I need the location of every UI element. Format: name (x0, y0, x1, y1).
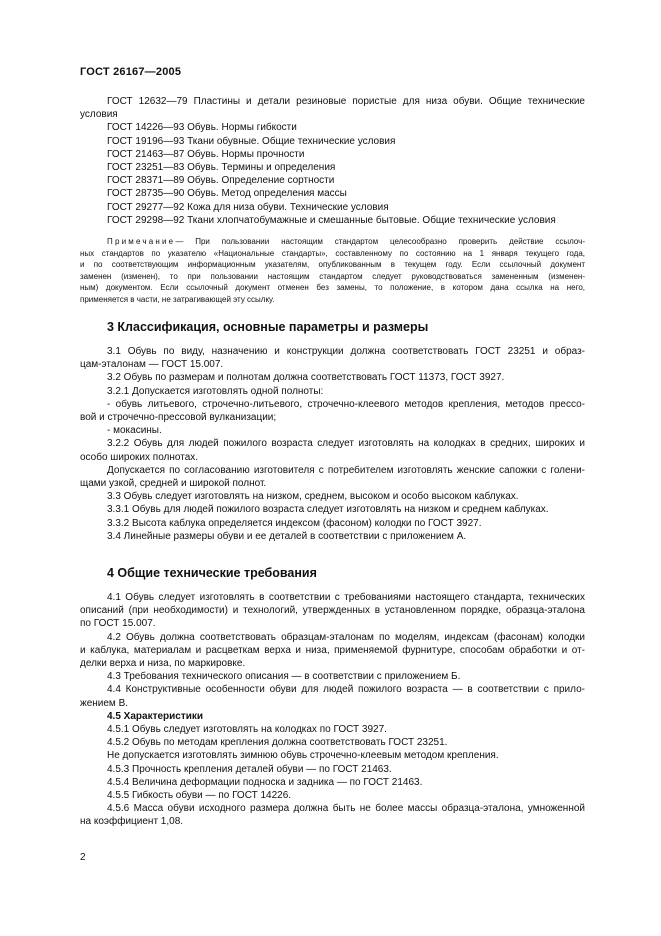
reference-line: ГОСТ 19196—93 Ткани обувные. Общие технические условия (107, 135, 396, 147)
paragraph-line: 4.1 Обувь следует изготовлять в соответствии с требованиями настоящего стандарта, технических (107, 592, 585, 603)
paragraph-line: цам-эталонам — ГОСТ 15.007. (80, 359, 224, 371)
paragraph-line: и каблука, материалам и расцветкам верха и низа, применяемой фурнитуре, способам обработки и от- (80, 644, 585, 656)
paragraph-line: 3.3.2 Высота каблука определяется индексом (фасоном) колодки по ГОСТ 3927. (107, 517, 482, 529)
paragraph-line: 4.5.3 Прочность крепления деталей обуви — по ГОСТ 21463. (107, 763, 392, 775)
paragraph-line: щами узкой, средней и широкой полнот. (80, 478, 267, 490)
paragraph-line: 4.5.4 Величина деформации подноска и задника — по ГОСТ 21463. (107, 776, 423, 788)
reference-line: ГОСТ 23251—83 Обувь. Термины и определения (107, 162, 336, 174)
paragraph-line: на коэффициент 1,08. (80, 816, 184, 828)
note-line: заменен (изменен), то при пользовании настоящим стандартом следует руководствоваться замененным (изменен- (80, 271, 585, 281)
paragraph-line: описаний (при необходимости) и технологий, утвержденных в установленном порядке, образца-эталона (80, 605, 585, 617)
note-line: применяется в части, не затрагивающей эту ссылку. (80, 294, 275, 304)
section-4-title: 4 Общие технические требования (107, 566, 317, 580)
document-header: ГОСТ 26167—2005 (80, 66, 182, 78)
note-line: Примечание— При пользовании настоящим стандартом целесообразно проверить действие ссылоч- (107, 237, 585, 246)
paragraph-line: делки верха и низа, по маркировке. (80, 658, 246, 670)
paragraph-line: особо широких полнотах. (80, 451, 199, 463)
reference-line: условия (80, 109, 118, 121)
paragraph-line: 3.1 Обувь по виду, назначению и конструкции должна соответствовать ГОСТ 23251 и образ- (107, 346, 585, 357)
paragraph-line: 3.3 Обувь следует изготовлять на низком, среднем, высоком и особо высоком каблуках. (107, 491, 519, 503)
references-list (80, 95, 585, 227)
paragraph-line: 3.2.1 Допускается изготовлять одной полноты: (107, 385, 324, 397)
paragraph-line: 4.5.1 Обувь следует изготовлять на колодках по ГОСТ 3927. (107, 724, 387, 736)
note-line: и по соответствующим информационным указателям, опубликованным в текущем году. Если ссылочный документ (80, 260, 585, 270)
reference-line: ГОСТ 29277—92 Кожа для низа обуви. Технические условия (107, 201, 389, 213)
paragraph-line: по ГОСТ 15.007. (80, 618, 156, 630)
paragraph-line: 4.5.2 Обувь по методам крепления должна соответствовать ГОСТ 23251. (107, 737, 448, 749)
paragraph-line: Допускается по согласованию изготовителя с потребителем изготовлять женские сапожки с голени- (107, 464, 585, 476)
page-number: 2 (80, 852, 86, 863)
section-3-title: 3 Классификация, основные параметры и размеры (107, 320, 429, 334)
paragraph-line: вой и строчечно-прессовой вулканизации; (80, 412, 277, 424)
reference-line: ГОСТ 28735—90 Обувь. Метод определения массы (107, 188, 347, 200)
paragraph-line: 3.3.1 Обувь для людей пожилого возраста следует изготовлять на низком и среднем каблуках. (107, 504, 549, 516)
paragraph-line: 3.2 Обувь по размерам и полнотам должна соответствовать ГОСТ 11373, ГОСТ 3927. (107, 372, 505, 384)
paragraph-line: 4.5.5 Гибкость обуви — по ГОСТ 14226. (107, 790, 292, 802)
note-line: ных стандартов по указателю «Национальные стандарты», составленному по состоянию на 1 января текущего года, (80, 248, 585, 258)
note-line: ным) документом. Если ссылочный документ отменен без замены, то положение, в котором дана ссылка на него, (80, 283, 585, 293)
reference-line: ГОСТ 12632—79 Пластины и детали резиновые пористые для низа обуви. Общие технические (107, 96, 585, 107)
paragraph-line: 3.4 Линейные размеры обуви и ее деталей в соответствии с приложением А. (107, 530, 467, 542)
note-label: Примечание (107, 237, 176, 246)
reference-line: ГОСТ 14226—93 Обувь. Нормы гибкости (107, 122, 297, 134)
paragraph-line: жением В. (80, 697, 129, 709)
section-4-body (80, 591, 585, 829)
paragraph-line: 3.2.2 Обувь для людей пожилого возраста следует изготовлять на колодках в средних, широких и (107, 438, 585, 450)
paragraph-line: 4.3 Требования технического описания — в соответствии с приложением Б. (107, 671, 461, 683)
paragraph-line: Не допускается изготовлять зимнюю обувь строчечно-клеевым методом крепления. (107, 750, 499, 762)
reference-line: ГОСТ 21463—87 Обувь. Нормы прочности (107, 148, 305, 160)
note-block (80, 236, 585, 306)
reference-line: ГОСТ 29298—92 Ткани хлопчатобумажные и смешанные бытовые. Общие технические условия (107, 214, 556, 226)
paragraph-line: - мокасины. (107, 425, 162, 437)
paragraph-line: 4.5.6 Масса обуви исходного размера должна быть не более массы образца-эталона, умноженной (107, 803, 585, 815)
reference-line: ГОСТ 28371—89 Обувь. Определение сортности (107, 175, 335, 187)
paragraph-line: 4.4 Конструктивные особенности обуви для людей пожилого возраста — в соответствии с прило- (107, 684, 585, 696)
subsection-4-5-title: 4.5 Характеристики (107, 710, 204, 722)
paragraph-line: - обувь литьевого, строчечно-литьевого, строчечно-клеевого методов крепления, методов прессо- (107, 398, 585, 410)
paragraph-line: 4.2 Обувь должна соответствовать образцам-эталонам по моделям, индексам (фасонам) колодки (107, 631, 585, 643)
section-3-body (80, 345, 585, 543)
